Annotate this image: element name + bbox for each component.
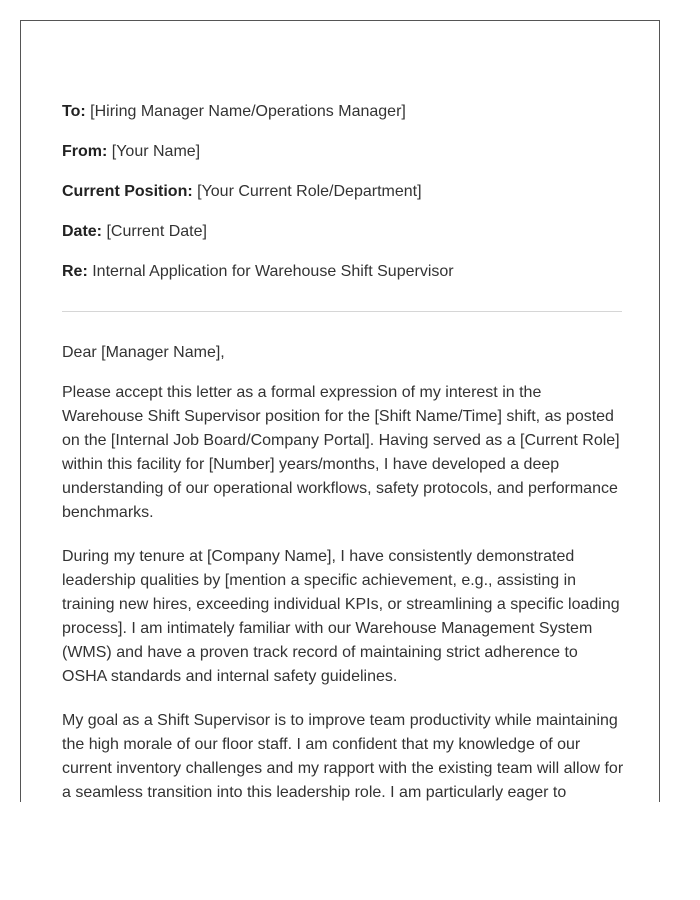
to-label: To: [62,103,86,120]
position-label: Current Position: [62,183,193,200]
position-value: [Your Current Role/Department] [197,183,422,200]
to-value: [Hiring Manager Name/Operations Manager] [90,103,406,120]
salutation: Dear [Manager Name], [62,344,225,361]
from-line [62,142,200,162]
date-value: [Current Date] [106,223,207,240]
subject-line [62,262,454,282]
from-value: [Your Name] [111,143,201,160]
header-divider [62,311,622,312]
position-line [62,182,422,202]
date-line [62,222,207,242]
subject-value: Internal Application for Warehouse Shift Supervisor [92,263,454,280]
letter-page [20,20,660,802]
paragraph-3: My goal as a Shift Supervisor is to improve team productivity while maintaining the high morale of our floor staff. I am confident that my knowledge of our current inventory challenges and my rapport with the existing team will allow for a seamless transition into this leadership role. I am particularly eager to [62,712,624,801]
from-label: From: [62,143,108,160]
date-label: Date: [62,223,103,240]
to-line [62,102,406,122]
paragraph-2: During my tenure at [Company Name], I have consistently demonstrated leadership qualities by [mention a specific achievement, e.g., assisting in training new hires, exceeding individual KPIs, or streamlining a specific loading process]. I am intimately familiar with our Warehouse Management System (WMS) and have a proven track record of maintaining strict adherence to OSHA standards and internal safety guidelines. [62,548,620,685]
subject-label: Re: [62,263,88,280]
paragraph-1: Please accept this letter as a formal expression of my interest in the Warehouse Shift Supervisor position for the [Shift Name/Time] shift, as posted on the [Internal Job Board/Company Portal]. Having served as a [Current Role] within this facility for [Number] years/months, I have developed a deep understanding of our operational workflows, safety protocols, and performance benchmarks. [62,384,620,521]
